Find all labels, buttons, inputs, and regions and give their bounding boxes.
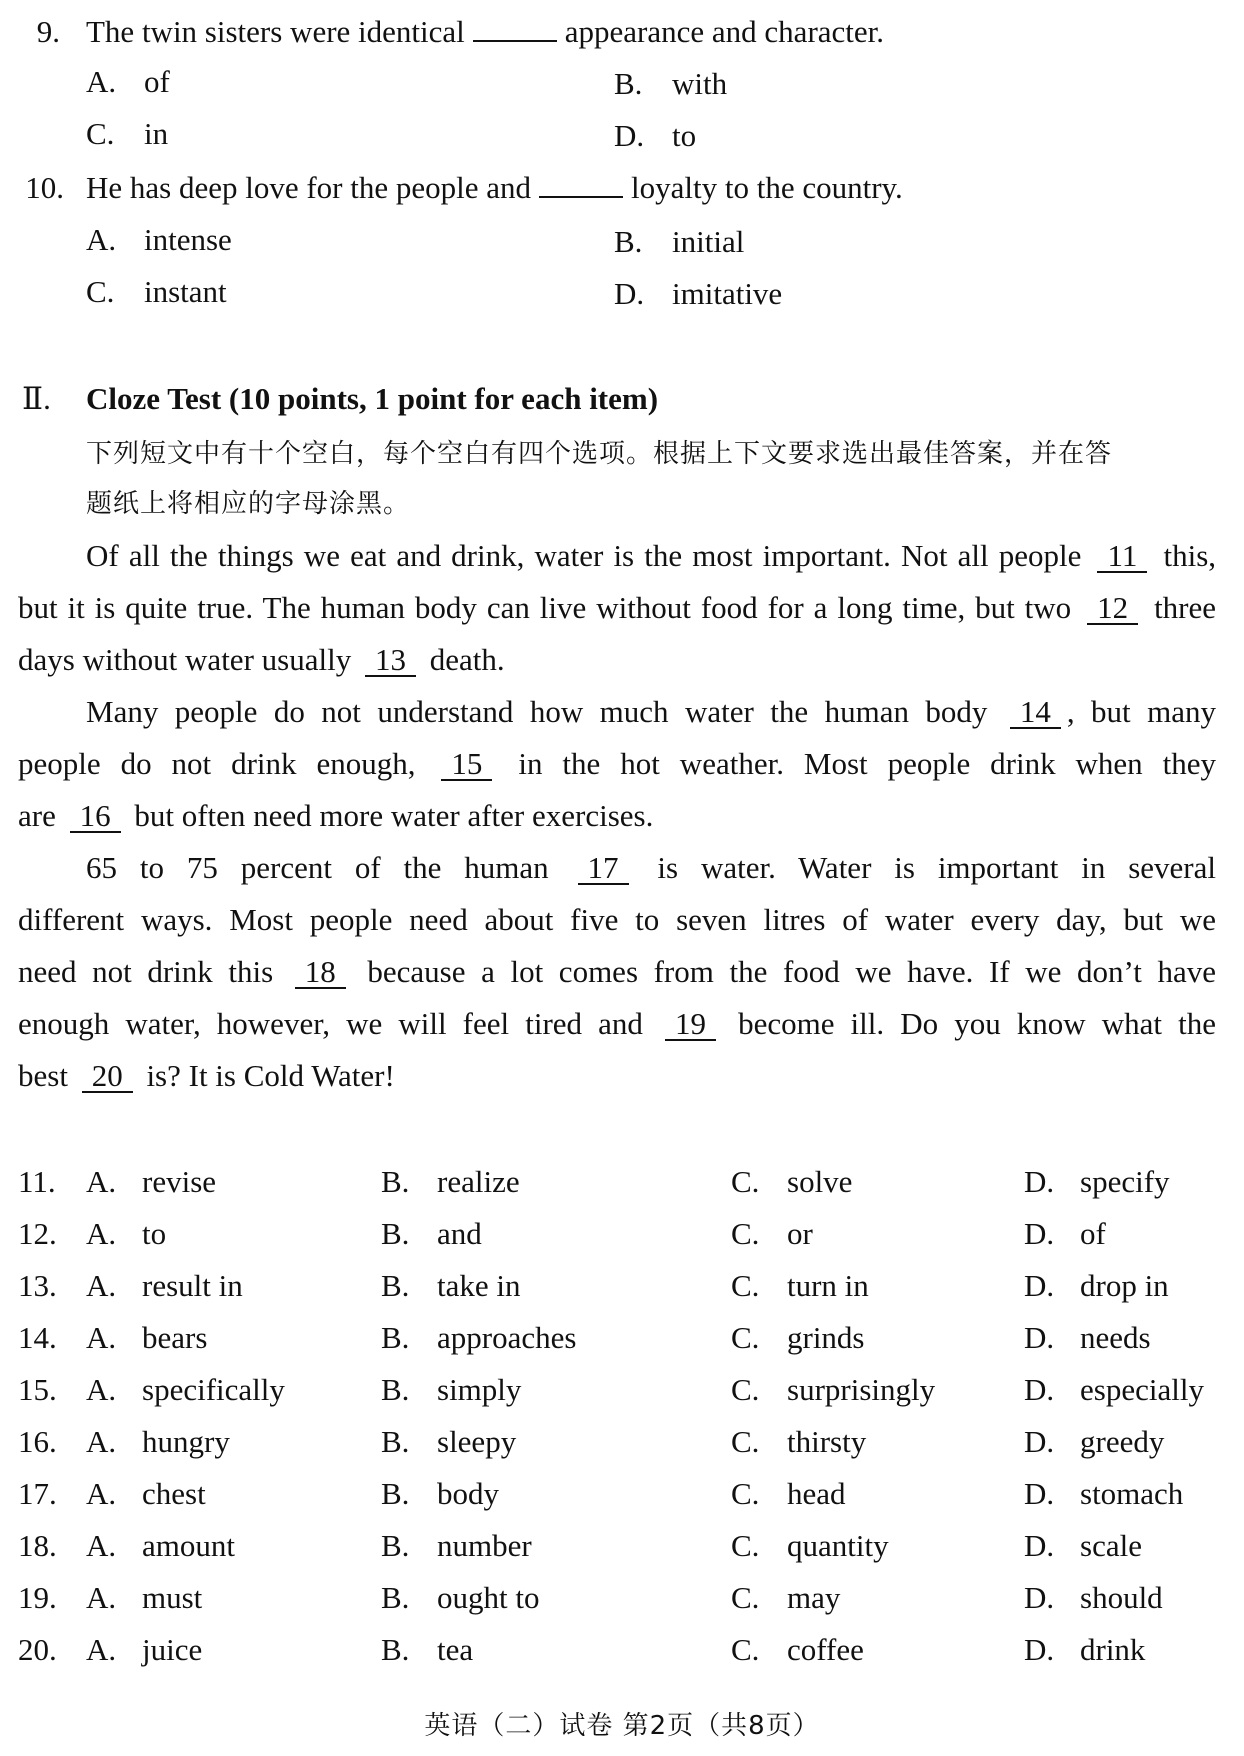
answer-row-16: 16. A. hungry B. sleepy C. thirsty D. greedy [18,1424,1165,1459]
option-9a: A. of [86,64,170,99]
blank-11: 11 [1097,541,1147,573]
option-10b: B. initial [614,224,745,259]
blank-17: 17 [578,853,629,885]
page-footer: 英语（二）试卷 第2页（共8页） [424,1711,820,1741]
section-heading: Cloze Test (10 points, 1 point for each item) [86,381,659,416]
answer-blank [473,14,557,42]
answer-row-17: 17. A. chest B. body C. head D. stomach [18,1476,1184,1511]
option-10c: C. instant [86,274,227,309]
passage-line: 65 to 75 percent of the human 17 is water. Water is important in several [86,850,1216,885]
passage-line: but it is quite true. The human body can live without food for a long time, but two 12 three [18,590,1217,625]
answer-row-11: 11. A. revise B. realize C. solve D. specify [18,1164,1170,1199]
section-instructions-line1: 下列短文中有十个空白，每个空白有四个选项。根据上下文要求选出最佳答案，并在答 [86,439,1113,469]
blank-20: 20 [82,1061,133,1093]
passage-line: days without water usually 13 death. [18,642,505,677]
question-number: 9. [36,14,60,49]
answer-row-14: 14. A. bears B. approaches C. grinds D. needs [18,1320,1151,1355]
answer-blank [539,170,623,198]
section-instructions-line2: 题纸上将相应的字母涂黑。 [86,489,411,519]
answer-row-12: 12. A. to B. and C. or D. of [18,1216,1106,1251]
question-stem: He has deep love for the people and loyalty to the country. [86,170,903,205]
section-number: Ⅱ. [22,381,51,416]
section-title [22,381,658,417]
blank-14: 14 [1010,697,1061,729]
question-stem: The twin sisters were identical appearance and character. [86,14,885,49]
answer-row-20: 20. A. juice B. tea C. coffee D. drink [18,1632,1146,1667]
answer-row-19: 19. A. must B. ought to C. may D. should [18,1580,1163,1615]
blank-16: 16 [70,801,121,833]
option-10a: A. intense [86,222,232,257]
passage-line: best 20 is? It is Cold Water! [18,1058,395,1093]
passage-line: Of all the things we eat and drink, water is the most important. Not all people 11 this, [86,538,1217,573]
blank-19: 19 [665,1009,716,1041]
option-9b: B. with [614,66,728,101]
blank-12: 12 [1087,593,1138,625]
passage-line: people do not drink enough, 15 in the hot weather. Most people drink when they [18,746,1216,781]
blank-18: 18 [295,957,346,989]
blank-15: 15 [441,749,492,781]
passage-line: Many people do not understand how much water the human body 14 , but many [86,694,1216,729]
option-9c: C. in [86,116,169,151]
answer-row-13: 13. A. result in B. take in C. turn in D. drop in [18,1268,1169,1303]
passage-line: enough water, however, we will feel tired and 19 become ill. Do you know what the [18,1006,1217,1041]
question-number: 10. [25,170,64,205]
answer-row-15: 15. A. specifically B. simply C. surprisingly D. especially [18,1372,1204,1407]
passage-line: different ways. Most people need about five to seven litres of water every day, but we [18,902,1216,937]
passage-line: need not drink this 18 because a lot comes from the food we have. If we don’t have [18,954,1217,989]
option-10d: D. imitative [614,276,783,311]
blank-13: 13 [365,645,416,677]
passage-line: are 16 but often need more water after exercises. [18,798,654,833]
option-9d: D. to [614,118,697,153]
answer-row-18: 18. A. amount B. number C. quantity D. scale [18,1528,1142,1563]
